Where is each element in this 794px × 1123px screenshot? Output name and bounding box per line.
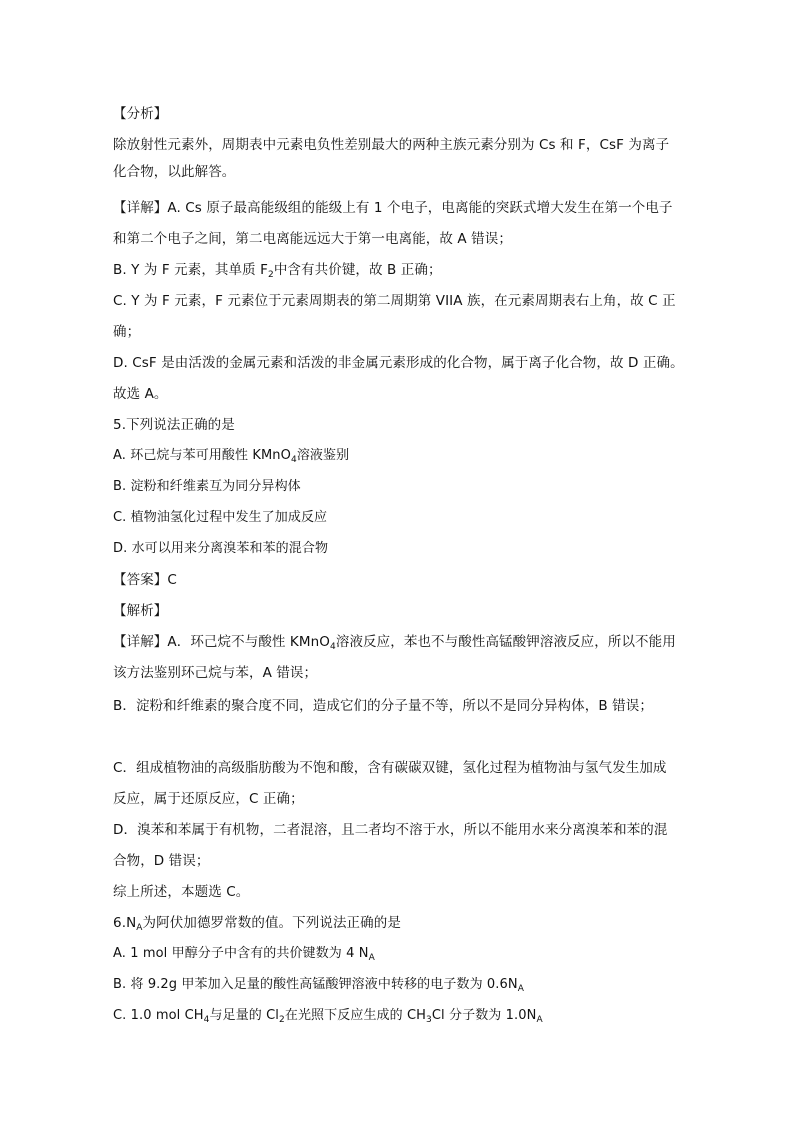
q5-analysis-heading: 【解析】 bbox=[113, 603, 168, 619]
q6-option-c-mid-3: Cl 分子数为 1.0N bbox=[431, 1008, 537, 1023]
q4-detail-a-line-1: 【详解】A. Cs 原子最高能级组的能级上有 1 个电子，电离能的突跃式增大发生在第一个电子 bbox=[113, 200, 673, 216]
q6-option-a-pre: A. 1 mol 甲醇分子中含有的共价键数为 4 N bbox=[113, 946, 369, 961]
q5-option-c: C. 植物油氢化过程中发生了加成反应 bbox=[113, 510, 328, 525]
q4-detail-a-line-2: 和第二个电子之间，第二电离能远远大于第一电离能，故 A 错误； bbox=[113, 231, 512, 247]
q6-option-c-mid-1: 与足量的 Cl bbox=[209, 1008, 280, 1023]
q5-option-a-subscript: 4 bbox=[290, 455, 297, 465]
q6-option-c-subscript-2: 2 bbox=[279, 1015, 285, 1025]
q5-option-a bbox=[113, 447, 349, 465]
q4-analysis-line-1: 除放射性元素外，周期表中元素电负性差别最大的两种主族元素分别为 Cs 和 F，CsF 为离子 bbox=[113, 137, 670, 153]
q4-detail-d: D. CsF 是由活泼的金属元素和活泼的非金属元素形成的化合物，属于离子化合物，故 D 正确。 bbox=[113, 355, 684, 371]
q5-detail-a-line-1 bbox=[113, 633, 676, 651]
q6-option-c bbox=[113, 1007, 543, 1025]
q6-stem-post: 为阿伏加德罗常数的值。下列说法正确的是 bbox=[142, 915, 401, 931]
q5-option-a-post: 溶液鉴别 bbox=[296, 448, 350, 463]
q6-option-c-subscript-1: 4 bbox=[203, 1015, 210, 1025]
q4-detail-b-subscript: 2 bbox=[268, 270, 274, 280]
q6-option-b-subscript: A bbox=[517, 984, 524, 994]
q5-detail-a-subscript: 4 bbox=[330, 642, 336, 652]
q6-option-c-subscript-3: 3 bbox=[426, 1015, 432, 1025]
q4-detail-b-pre: B. Y 为 F 元素，其单质 F bbox=[113, 262, 268, 278]
q6-stem bbox=[113, 914, 401, 932]
q6-option-b-pre: B. 将 9.2g 甲苯加入足量的酸性高锰酸钾溶液中转移的电子数为 0.6N bbox=[113, 977, 518, 992]
q5-stem: 5.下列说法正确的是 bbox=[113, 417, 235, 433]
q6-option-c-mid-2: 在光照下反应生成的 CH bbox=[284, 1008, 427, 1023]
q5-option-a-pre: A. 环己烷与苯可用酸性 KMnO bbox=[113, 448, 291, 463]
q5-summary: 综上所述，本题选 C。 bbox=[113, 884, 250, 900]
q6-option-a-subscript: A bbox=[368, 953, 375, 963]
q6-stem-subscript: A bbox=[136, 923, 143, 933]
q5-option-b: B. 淀粉和纤维素互为同分异构体 bbox=[113, 479, 301, 494]
q4-detail-c-line-1: C. Y 为 F 元素，F 元素位于元素周期表的第二周期第 VIIA 族，在元素周期表右上角，故 C 正 bbox=[113, 293, 676, 309]
q5-answer: 【答案】C bbox=[113, 572, 177, 588]
q6-option-b bbox=[113, 976, 524, 994]
q5-option-d: D. 水可以用来分离溴苯和苯的混合物 bbox=[113, 541, 329, 556]
q6-option-c-pre: C. 1.0 mol CH bbox=[113, 1008, 204, 1023]
q5-detail-c-line-2: 反应，属于还原反应，C 正确； bbox=[113, 791, 304, 807]
q5-detail-b: B．淀粉和纤维素的聚合度不同，造成它们的分子量不等，所以不是同分异构体，B 错误； bbox=[113, 698, 653, 714]
q5-detail-a-line-2: 该方法鉴别环己烷与苯，A 错误； bbox=[113, 665, 318, 681]
q4-detail-c-line-2: 确； bbox=[113, 324, 141, 340]
q5-detail-a-pre: 【详解】A．环己烷不与酸性 KMnO bbox=[113, 634, 331, 650]
q6-option-a bbox=[113, 945, 375, 963]
analysis-heading: 【分析】 bbox=[113, 106, 168, 122]
q6-option-c-subscript-4: A bbox=[536, 1015, 543, 1025]
q6-stem-pre: 6.N bbox=[113, 915, 137, 931]
q4-conclusion: 故选 A。 bbox=[113, 386, 168, 402]
q5-detail-a-post: 溶液反应，苯也不与酸性高锰酸钾溶液反应，所以不能用 bbox=[335, 634, 676, 650]
q4-detail-b-post: 中含有共价键，故 B 正确； bbox=[273, 262, 442, 278]
q5-detail-d-line-1: D．溴苯和苯属于有机物，二者混溶，且二者均不溶于水，所以不能用水来分离溴苯和苯的混 bbox=[113, 822, 668, 838]
q5-detail-c-line-1: C．组成植物油的高级脂肪酸为不饱和酸，含有碳碳双键，氢化过程为植物油与氢气发生加成 bbox=[113, 760, 667, 776]
q5-detail-d-line-2: 合物，D 错误； bbox=[113, 853, 210, 869]
q4-analysis-line-2: 化合物，以此解答。 bbox=[113, 164, 236, 180]
q4-detail-b bbox=[113, 261, 442, 279]
